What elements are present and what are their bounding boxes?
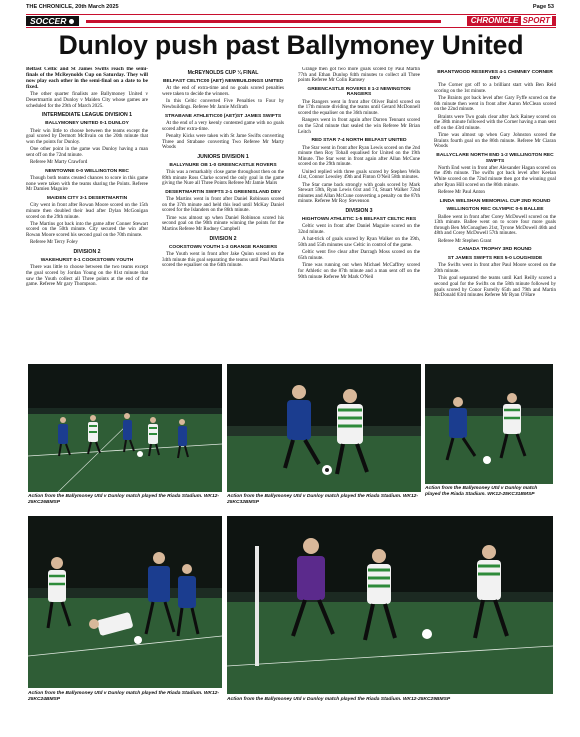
paragraph: Grange then got two more goals scored by Paul Martin 77th and Ethan Dunlop 84th minutes to collect all Three points Referee Mr Colin Ramsey bbox=[298, 67, 420, 84]
match-heading: ST JAMES SWIFTS RES 5-0 LOUGHSIDE bbox=[447, 256, 543, 261]
photo-caption-5: Action from the Ballymoney Utd v Dunloy match played the Riada Stadium. WK12-25KC29BMSP bbox=[227, 697, 451, 702]
paragraph: The Martins got back into the game after Conner Stewart scored on the 50th minute. City secured the win after Rowan Moore scored his second goal on the 70th minute. bbox=[26, 220, 148, 239]
section-banner bbox=[26, 14, 556, 28]
paragraph: The Martins went in front after Daniel Robinson scored on the 37th minute and held this lead until McKay Daniel scored for the Islanders on the 86th minute. bbox=[162, 196, 284, 214]
match-photo-2-art bbox=[227, 364, 421, 492]
match-photo-3-art bbox=[425, 364, 553, 484]
match-heading: BALLYCLARE NORTH END 1-2 WELLINGTON REC SWIFTS bbox=[436, 152, 554, 164]
paragraph: The other quarter finalists are Ballymoney United v Desertmartin and Dunloy v Maiden City whose games are scheduled for the 29th of March 2025. bbox=[26, 91, 148, 109]
match-heading: HIGHTOWN ATHLETIC 1-5 BELFAST CELTIC RES bbox=[301, 217, 417, 223]
match-heading: LINDA WELSHAN MEMORIAL CUP 2ND ROUND bbox=[439, 198, 551, 204]
article-column-3 bbox=[298, 67, 420, 365]
paragraph: Referee Mr Stephen Grant bbox=[438, 237, 492, 244]
paragraph: Though both teams created chances to score in this game none were taken with the teams sharing the Points. Referee Mr Damien Maguire bbox=[26, 175, 148, 193]
match-photo-1-art bbox=[28, 364, 222, 492]
photo-caption-2: Action from the Ballymoney Utd v Dunloy match played the Riada Stadium. WK12-25KC32BMSP bbox=[227, 494, 419, 505]
match-heading: RED STAR 7-4 NORTH BELFAST UNITED bbox=[311, 138, 407, 144]
paragraph: Their win little to choose between the teams except the goal scored by Dermott McIlvain on the 20th minute that won the points for Dunloy. bbox=[26, 127, 148, 145]
match-heading: WAKEHURST 0-1 COOKSTOWN YOUTH bbox=[40, 258, 134, 264]
article-column-4 bbox=[434, 67, 556, 365]
paragraph: At the end of extra-time and no goals scored penalties were taken to decide the winners. bbox=[162, 85, 284, 97]
paragraph: The Youth went in front after Jake Quinn scored on the 34th minute this goal separating the teams until Paul Martin scored the equaliser on the 64th minute. bbox=[162, 251, 284, 269]
division-heading: INTERMEDIATE LEAGUE DIVISION 1 bbox=[41, 112, 133, 119]
division-heading: DIVISION 2 bbox=[209, 235, 237, 242]
match-photo-1 bbox=[28, 364, 222, 492]
masthead-date: THE CHRONICLE, 20th March 2025 bbox=[26, 4, 119, 10]
match-photo-3 bbox=[425, 364, 553, 484]
match-heading: DESERTMARTIN SWIFTS 2-1 GREENISLAND DEV bbox=[165, 189, 281, 195]
paragraph: Celtic went in front after Daniel Maguire scored on the 32nd minute. bbox=[298, 223, 420, 236]
division-heading: DIVISION 2 bbox=[73, 249, 101, 256]
match-heading: GREENCASTLE ROVERS II 1-2 NEWINGTON RANGERS bbox=[307, 86, 411, 98]
match-photo-4-art bbox=[28, 516, 222, 688]
section-label-sport bbox=[467, 16, 556, 26]
division-heading: JUNIORS DIVISION 1 bbox=[197, 153, 249, 160]
headline: Dunloy push past Ballymoney United bbox=[58, 30, 524, 60]
paragraph: North End went in front after Alexander Hagan scored on the 49th minute. The swifts got back level after Keelan White scored on the 72nd minute then got the winning goal after Ryan Hill scored on the 86th minute. bbox=[434, 164, 556, 188]
match-heading: NEWTOWNE 0-0 WELLINGTON REC bbox=[45, 168, 129, 174]
match-photo-5 bbox=[227, 516, 553, 694]
sport-word: SPORT bbox=[522, 16, 550, 25]
page-header bbox=[0, 0, 580, 14]
paragraph: The Rangers went in front after Oliver Baird scored on the 17th minute dividing the teams until Gerard McDonnell scored the equaliser on the 36th minute. bbox=[298, 98, 420, 116]
paragraph: In this Celtic converted Five Penalties to Four by Newbuildings. Referee Mr Jamie McIlrath bbox=[162, 98, 284, 110]
paragraph: The Star came back strongly with goals scored by Mark Stewart 59th, Ryan Lewis 61st and 74, Stuart Walker 72nd minutes and Allan McCune converting a penalty on the 87th minute. Referee Mr Roy Stevenson bbox=[298, 181, 420, 205]
paragraph: A hat-trick of goals scored by Ryan Walker on the 39th, 50th and 55th minutes saw Celtic in control of the game. bbox=[298, 236, 420, 249]
match-heading: BRANTWOOD RESERVES 4-1 CHIMNEY CORNER DEV bbox=[437, 70, 553, 81]
section-ribbon bbox=[86, 20, 441, 23]
match-photo-5-art bbox=[227, 516, 553, 694]
match-heading: WELLINGTON REC OLYMPIC 0-5 BALLEE bbox=[446, 207, 544, 213]
page-number: Page 53 bbox=[532, 4, 554, 10]
paragraph: Penalty Kicks were taken with St Jame Swifts converting Three and Strabane converting Two Referee Mr Marty Woods bbox=[162, 132, 284, 151]
article-column-2 bbox=[162, 67, 284, 365]
paragraph: Time was almost up when Daniel Robinson scored his second goal on the 90th minute winning the points for the Martins Referee Mr Rodney Campbell bbox=[162, 214, 284, 233]
paragraph: The Corner got off to a brilliant start with Ben Reid scoring on the 1st minute. bbox=[434, 81, 556, 94]
paragraph: The Braints got back level after Gary Fyffe scored on the 6th minute then went in front after Aaron McClean scored on the 22nd minute. bbox=[434, 94, 556, 113]
paragraph: The Swifts went in front after Paul Moore scored on the 20th minute. bbox=[434, 262, 556, 274]
paragraph: Ballee went in front after Corey McDowell scored on the 13th minute. Ballee went on to score four more goals through Ben McConaghen 21st, Tyrone McDowell 46th and 48th and Corey McDowell 57th minutes. bbox=[434, 213, 556, 237]
photo-caption-3: Action from the Ballymoney Utd v Dunloy match played the Riada Stadium. WK12-25KC31BMSP bbox=[425, 486, 538, 497]
section-label-text: SOCCER bbox=[30, 16, 67, 26]
match-heading: BELFAST CELTIC00 (AET) NEWBUILDINGS UNITED bbox=[162, 79, 283, 84]
division-heading: DIVISION 3 bbox=[345, 208, 373, 215]
paragraph: Rangers went in front again after Darren Tennant scored on the 52nd minute that sealed the win Referee Mr Brian Leitch bbox=[298, 117, 420, 135]
match-heading: STRABANE ATHLETIC00 (AET)ST JAMES SWIFTS bbox=[164, 113, 282, 119]
paragraph: One other point in the game was Dunloy having a man sent off on the 72nd minute. bbox=[26, 146, 148, 158]
paragraph: United replied with three goals scored by Stephen Wells 41st, Connor Lewsley 49th and Finton O'Neil 58th minutes. bbox=[298, 168, 420, 181]
paragraph: Time was almost up when Gary Johnston scored the Braints fourth goal on the 86th minute. Referee Mr Ciaran Woods bbox=[434, 132, 556, 150]
match-heading: BALLYMONEY UNITED 0-1 DUNLOY bbox=[45, 121, 129, 127]
match-heading: CANADA TROPHY 3RD ROUND bbox=[458, 247, 532, 253]
paragraph: This was a remarkably close game throughout then on the 89th minute Ross Clarke scored the only goal in the game giving the Nure all Three Points Referee Mr Jamie Mairs bbox=[162, 169, 284, 187]
paragraph: Braints were Two goals clear after Jack Rainey scored on the 38th minute followed with the Corner having a man sent off on the 43rd minute. bbox=[434, 113, 556, 131]
match-heading: COOKSTOWN YOUTH 1-3 GRANGE RANGERS bbox=[168, 244, 278, 250]
photo-caption-4: Action from the Ballymoney Utd v Dunloy match played the Riada Stadium. WK12-25KC24BMSP bbox=[28, 691, 220, 702]
paragraph: At the end of a very keenly contested game with no goals scored after extra-time. bbox=[162, 119, 284, 132]
paragraph: Referee Mr Terry Foley bbox=[30, 239, 78, 246]
intro-paragraph: Belfast Celtic and St James Swifts reach the semi-finals of the McReynolds Cup on Saturday. They will now play each other in the semi-final on a date to be fixed. bbox=[26, 67, 148, 90]
football-icon bbox=[68, 18, 75, 25]
paragraph: City went in front after Rowan Moore scored on the 15th minute then doubled their lead after Dylan McGonigan scored on the 29th minute. bbox=[26, 202, 148, 220]
match-photo-2 bbox=[227, 364, 421, 492]
paragraph: Time was running out when Michael McCaffrey scored for Athletic on the 87th minute and a man sent off on the 90th minute Referee Mr Mark O'Neil bbox=[298, 262, 420, 280]
paragraph: The Star went in front after Ryan Lewis scored on the 2nd minute then Roy Tohall equalised for United on the 19th Minute. The Star went in front again after Allan McCune scored on the 29th minute. bbox=[298, 144, 420, 168]
match-heading: MAIDEN CITY 3-1 DESERTMARTIN bbox=[46, 195, 128, 201]
paragraph: Celtic went five clear after Darragh Moss scored on the 65th minute. bbox=[298, 249, 420, 261]
paragraph: Referee Mr Paul Anton bbox=[438, 189, 485, 196]
match-photo-4 bbox=[28, 516, 222, 688]
paragraph: There was little to choose between the two teams except the goal scored by Jordan Young on the 81st minute that saw the Youth collect all Three points at the end of the game. Referee Mr gary Thompson. bbox=[26, 264, 148, 288]
article-column-1 bbox=[26, 67, 148, 365]
paragraph: This goal separated the teams until Karl Reilly scored a second goal for the Swifts on the 58th minute followed by goals scored by Conor Farrelly 65th and 79th and Martin McDonald 83rd minutes Referee Mr Ryan O'Hare bbox=[434, 275, 556, 299]
division-heading: McREYNOLDS CUP ¼ FINAL bbox=[187, 70, 259, 76]
section-label-soccer bbox=[26, 16, 79, 26]
chronicle-word: CHRONICLE bbox=[470, 16, 519, 25]
photo-caption-1: Action from the Ballymoney Utd v Dunloy match played the Riada Stadium. WK12-25KC26BMSP bbox=[28, 494, 220, 505]
match-heading: BALLYNURE OB 1-0 GREENCASTLE ROVERS bbox=[169, 162, 277, 168]
paragraph: Referee Mr Marty Crawford bbox=[30, 159, 88, 166]
